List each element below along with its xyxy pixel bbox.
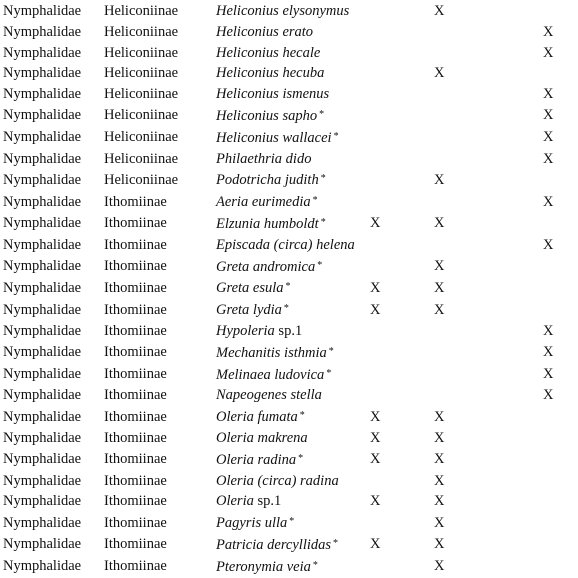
presence-mark: X — [370, 301, 381, 318]
presence-cell-m3 — [498, 127, 578, 149]
table-row — [0, 127, 578, 149]
species-cell — [216, 277, 380, 299]
family-cell: Nymphalidae — [3, 472, 82, 489]
table-row — [0, 63, 578, 84]
subfamily-cell: Ithomiinae — [104, 301, 167, 318]
presence-cell-m3 — [498, 213, 578, 235]
presence-cell-m1 — [380, 342, 416, 364]
presence-cell-m3 — [498, 84, 578, 105]
presence-cell-m1 — [380, 84, 416, 105]
presence-cell-m1 — [380, 556, 416, 578]
table-row — [0, 43, 578, 64]
subfamily-cell: Ithomiinae — [104, 514, 167, 531]
presence-cell-m1 — [380, 105, 416, 127]
family-cell: Nymphalidae — [3, 3, 82, 19]
presence-mark: X — [370, 408, 381, 425]
presence-cell-m1 — [380, 149, 416, 170]
table-row — [0, 342, 578, 364]
presence-cell-m1 — [370, 534, 416, 556]
table-row — [0, 277, 578, 299]
family-cell: Nymphalidae — [3, 344, 82, 361]
presence-cell-m1 — [380, 169, 416, 191]
presence-mark: X — [543, 150, 554, 167]
family-cell: Nymphalidae — [3, 451, 82, 468]
species-cell — [216, 213, 380, 235]
presence-mark: X — [543, 86, 554, 103]
presence-cell-m2 — [416, 43, 498, 64]
presence-cell-m3 — [498, 277, 578, 299]
table-row — [0, 235, 578, 256]
presence-cell-m1 — [380, 512, 416, 534]
table-row — [0, 149, 578, 170]
species-cell — [216, 191, 380, 213]
presence-cell-m3 — [498, 235, 578, 256]
presence-cell-m1 — [370, 213, 416, 235]
presence-cell-m1 — [370, 406, 416, 428]
species-name: Heliconius sapho — [216, 107, 318, 124]
presence-cell-m3 — [498, 364, 578, 386]
presence-cell-m2 — [416, 321, 498, 342]
presence-cell-m2 — [416, 299, 498, 321]
presence-mark: X — [434, 472, 445, 489]
species-cell — [216, 235, 380, 256]
presence-mark: X — [370, 536, 381, 553]
presence-mark: X — [370, 279, 381, 296]
family-cell: Nymphalidae — [3, 193, 82, 210]
species-name: Oleria fumata — [216, 409, 298, 426]
presence-mark: X — [543, 193, 554, 210]
species-name: Oleria (circa) radina — [216, 472, 339, 489]
species-name: Napeogenes stella — [216, 387, 322, 404]
subfamily-cell: Heliconiinae — [104, 107, 179, 124]
presence-cell-m3 — [498, 428, 578, 449]
presence-cell-m2 — [416, 191, 498, 213]
subfamily-cell: Ithomiinae — [104, 451, 167, 468]
presence-mark: X — [434, 493, 445, 510]
species-suffix: sp.1 — [257, 493, 282, 510]
presence-mark: X — [434, 429, 445, 446]
species-cell — [216, 105, 380, 127]
presence-cell-m2 — [416, 277, 498, 299]
asterisk-marker: * — [285, 281, 291, 293]
species-name: Podotricha judith — [216, 172, 319, 189]
presence-cell-m3 — [498, 321, 578, 342]
presence-mark: X — [434, 451, 445, 468]
family-cell: Nymphalidae — [3, 129, 82, 146]
presence-cell-m3 — [498, 149, 578, 170]
presence-mark: X — [434, 279, 445, 296]
family-cell: Nymphalidae — [3, 301, 82, 318]
subfamily-cell: Ithomiinae — [104, 387, 167, 404]
subfamily-cell: Ithomiinae — [104, 408, 167, 425]
presence-cell-m2 — [416, 491, 498, 512]
family-cell: Nymphalidae — [3, 86, 82, 103]
presence-mark: X — [434, 536, 445, 553]
presence-cell-m2 — [416, 385, 498, 406]
presence-cell-m2 — [416, 149, 498, 170]
presence-cell-m2 — [416, 63, 498, 84]
species-cell — [216, 364, 380, 386]
species-name: Greta andromica — [216, 258, 316, 275]
subfamily-cell: Heliconiinae — [104, 86, 179, 103]
table-row — [0, 299, 578, 321]
presence-cell-m3 — [498, 256, 578, 278]
presence-mark: X — [543, 322, 554, 339]
presence-cell-m3 — [498, 471, 578, 492]
presence-cell-m2 — [416, 84, 498, 105]
family-cell: Nymphalidae — [3, 408, 82, 425]
asterisk-marker: * — [333, 130, 339, 142]
presence-mark: X — [543, 129, 554, 146]
presence-mark: X — [543, 366, 554, 383]
species-cell — [216, 256, 380, 278]
asterisk-marker: * — [317, 259, 323, 271]
presence-mark: X — [543, 387, 554, 404]
species-cell — [216, 149, 380, 170]
species-name: Melinaea ludovica — [216, 366, 325, 383]
presence-cell-m1 — [380, 256, 416, 278]
presence-cell-m2 — [416, 342, 498, 364]
species-name: Oleria — [216, 493, 254, 510]
presence-mark: X — [434, 408, 445, 425]
presence-mark: X — [370, 493, 381, 510]
presence-cell-m1 — [380, 235, 416, 256]
subfamily-cell: Heliconiinae — [104, 23, 179, 40]
presence-mark: X — [434, 3, 445, 19]
species-name: Pagyris ulla — [216, 515, 288, 532]
asterisk-marker: * — [328, 345, 334, 357]
presence-cell-m1 — [380, 471, 416, 492]
presence-cell-m2 — [416, 213, 498, 235]
table-row — [0, 406, 578, 428]
asterisk-marker: * — [283, 303, 289, 315]
species-cell — [216, 127, 380, 149]
presence-cell-m2 — [416, 449, 498, 471]
species-name: Heliconius hecale — [216, 44, 321, 61]
presence-mark: X — [543, 236, 554, 253]
asterisk-marker: * — [320, 216, 326, 228]
presence-cell-m1 — [380, 364, 416, 386]
presence-mark: X — [434, 171, 445, 188]
family-cell: Nymphalidae — [3, 258, 82, 275]
table-row — [0, 428, 578, 449]
species-name: Heliconius erato — [216, 23, 314, 40]
presence-cell-m1 — [370, 491, 416, 512]
species-name: Philaethria dido — [216, 150, 312, 167]
presence-cell-m3 — [498, 406, 578, 428]
species-cell — [216, 299, 380, 321]
presence-cell-m3 — [498, 191, 578, 213]
presence-mark: X — [370, 215, 381, 232]
presence-cell-m2 — [416, 512, 498, 534]
asterisk-marker: * — [333, 537, 339, 549]
presence-mark: X — [434, 215, 445, 232]
subfamily-cell: Ithomiinae — [104, 429, 167, 446]
table-row — [0, 191, 578, 213]
subfamily-cell: Heliconiinae — [104, 3, 179, 19]
table-row — [0, 213, 578, 235]
subfamily-cell: Ithomiinae — [104, 344, 167, 361]
species-name: Greta lydia — [216, 302, 282, 319]
presence-cell-m3 — [498, 22, 578, 43]
species-cell — [216, 22, 380, 43]
presence-cell-m2 — [416, 235, 498, 256]
asterisk-marker: * — [298, 452, 304, 464]
presence-cell-m2 — [416, 169, 498, 191]
presence-mark: X — [543, 23, 554, 40]
family-cell: Nymphalidae — [3, 23, 82, 40]
asterisk-marker: * — [320, 173, 326, 185]
table-row — [0, 449, 578, 471]
presence-cell-m3 — [498, 105, 578, 127]
table-row — [0, 84, 578, 105]
table-row — [0, 534, 578, 556]
table-row — [0, 364, 578, 386]
family-cell: Nymphalidae — [3, 387, 82, 404]
presence-cell-m3 — [498, 1, 578, 22]
subfamily-cell: Ithomiinae — [104, 558, 167, 575]
family-cell: Nymphalidae — [3, 366, 82, 383]
presence-cell-m3 — [498, 169, 578, 191]
species-suffix: sp.1 — [278, 322, 303, 339]
species-cell — [216, 556, 380, 578]
presence-cell-m2 — [416, 1, 498, 22]
species-name: Oleria makrena — [216, 429, 308, 446]
presence-cell-m2 — [416, 534, 498, 556]
species-name: Patricia dercyllidas — [216, 536, 332, 553]
species-cell — [216, 169, 380, 191]
species-name: Heliconius hecuba — [216, 65, 325, 82]
family-cell: Nymphalidae — [3, 493, 82, 510]
species-table — [0, 1, 578, 578]
species-name: Pteronymia veia — [216, 558, 311, 575]
table-row — [0, 1, 578, 22]
presence-mark: X — [370, 451, 381, 468]
presence-cell-m1 — [370, 428, 416, 449]
presence-cell-m1 — [370, 299, 416, 321]
presence-cell-m2 — [416, 22, 498, 43]
presence-cell-m1 — [370, 449, 416, 471]
presence-cell-m3 — [498, 556, 578, 578]
family-cell: Nymphalidae — [3, 322, 82, 339]
presence-cell-m1 — [380, 321, 416, 342]
presence-cell-m1 — [370, 277, 416, 299]
subfamily-cell: Heliconiinae — [104, 171, 179, 188]
presence-mark: X — [434, 514, 445, 531]
species-cell — [216, 491, 380, 512]
asterisk-marker: * — [289, 516, 295, 528]
subfamily-cell: Heliconiinae — [104, 44, 179, 61]
asterisk-marker: * — [312, 559, 318, 571]
presence-cell-m1 — [380, 63, 416, 84]
species-name: Heliconius wallacei — [216, 129, 332, 146]
subfamily-cell: Ithomiinae — [104, 493, 167, 510]
species-name: Oleria radina — [216, 451, 297, 468]
subfamily-cell: Ithomiinae — [104, 215, 167, 232]
family-cell: Nymphalidae — [3, 65, 82, 82]
subfamily-cell: Ithomiinae — [104, 258, 167, 275]
family-cell: Nymphalidae — [3, 150, 82, 167]
table-row — [0, 385, 578, 406]
presence-cell-m2 — [416, 127, 498, 149]
family-cell: Nymphalidae — [3, 536, 82, 553]
table-row — [0, 321, 578, 342]
presence-cell-m3 — [498, 63, 578, 84]
family-cell: Nymphalidae — [3, 236, 82, 253]
presence-cell-m3 — [498, 342, 578, 364]
presence-mark: X — [543, 344, 554, 361]
presence-cell-m3 — [498, 512, 578, 534]
presence-cell-m2 — [416, 406, 498, 428]
presence-cell-m1 — [380, 43, 416, 64]
presence-cell-m2 — [416, 471, 498, 492]
family-cell: Nymphalidae — [3, 429, 82, 446]
presence-cell-m3 — [498, 534, 578, 556]
species-cell — [216, 449, 380, 471]
presence-cell-m1 — [380, 385, 416, 406]
asterisk-marker: * — [299, 410, 305, 422]
species-name: Heliconius ismenus — [216, 86, 330, 103]
presence-cell-m3 — [498, 385, 578, 406]
table-row — [0, 556, 578, 578]
species-cell — [216, 512, 380, 534]
family-cell: Nymphalidae — [3, 215, 82, 232]
species-cell — [216, 43, 380, 64]
species-name: Greta esula — [216, 280, 284, 297]
table-row — [0, 471, 578, 492]
subfamily-cell: Ithomiinae — [104, 322, 167, 339]
table-row — [0, 256, 578, 278]
subfamily-cell: Ithomiinae — [104, 472, 167, 489]
species-cell — [216, 342, 380, 364]
subfamily-cell: Ithomiinae — [104, 366, 167, 383]
species-name: Aeria eurimedia — [216, 194, 311, 211]
species-cell — [216, 1, 380, 22]
subfamily-cell: Heliconiinae — [104, 150, 179, 167]
species-cell — [216, 385, 380, 406]
asterisk-marker: * — [326, 367, 332, 379]
family-cell: Nymphalidae — [3, 514, 82, 531]
presence-cell-m1 — [380, 191, 416, 213]
presence-cell-m1 — [380, 22, 416, 43]
family-cell: Nymphalidae — [3, 558, 82, 575]
subfamily-cell: Ithomiinae — [104, 279, 167, 296]
species-name: Hypoleria — [216, 322, 275, 339]
presence-cell-m3 — [498, 43, 578, 64]
species-cell — [216, 321, 380, 342]
presence-mark: X — [434, 558, 445, 575]
family-cell: Nymphalidae — [3, 107, 82, 124]
species-name: Heliconius elysonymus — [216, 3, 350, 19]
species-name: Episcada (circa) helena — [216, 236, 355, 253]
presence-mark: X — [543, 44, 554, 61]
presence-cell-m2 — [416, 364, 498, 386]
subfamily-cell: Ithomiinae — [104, 536, 167, 553]
species-name: Elzunia humboldt — [216, 215, 319, 232]
table-row — [0, 491, 578, 512]
table-row — [0, 512, 578, 534]
subfamily-cell: Heliconiinae — [104, 129, 179, 146]
presence-mark: X — [543, 107, 554, 124]
presence-cell-m1 — [380, 1, 416, 22]
presence-mark: X — [370, 429, 381, 446]
table-row — [0, 105, 578, 127]
presence-cell-m2 — [416, 256, 498, 278]
species-cell — [216, 534, 380, 556]
presence-cell-m2 — [416, 105, 498, 127]
species-cell — [216, 63, 380, 84]
family-cell: Nymphalidae — [3, 44, 82, 61]
species-cell — [216, 471, 380, 492]
subfamily-cell: Ithomiinae — [104, 236, 167, 253]
species-cell — [216, 406, 380, 428]
presence-cell-m1 — [380, 127, 416, 149]
presence-mark: X — [434, 301, 445, 318]
table-row — [0, 22, 578, 43]
subfamily-cell: Heliconiinae — [104, 65, 179, 82]
asterisk-marker: * — [312, 195, 318, 207]
subfamily-cell: Ithomiinae — [104, 193, 167, 210]
species-cell — [216, 428, 380, 449]
presence-cell-m2 — [416, 428, 498, 449]
presence-cell-m3 — [498, 449, 578, 471]
species-cell — [216, 84, 380, 105]
presence-mark: X — [434, 65, 445, 82]
presence-mark: X — [434, 258, 445, 275]
species-name: Mechanitis isthmia — [216, 344, 327, 361]
presence-cell-m3 — [498, 491, 578, 512]
presence-cell-m3 — [498, 299, 578, 321]
table-row — [0, 169, 578, 191]
family-cell: Nymphalidae — [3, 171, 82, 188]
family-cell: Nymphalidae — [3, 279, 82, 296]
presence-cell-m2 — [416, 556, 498, 578]
asterisk-marker: * — [319, 108, 325, 120]
species-table-body — [0, 1, 578, 578]
